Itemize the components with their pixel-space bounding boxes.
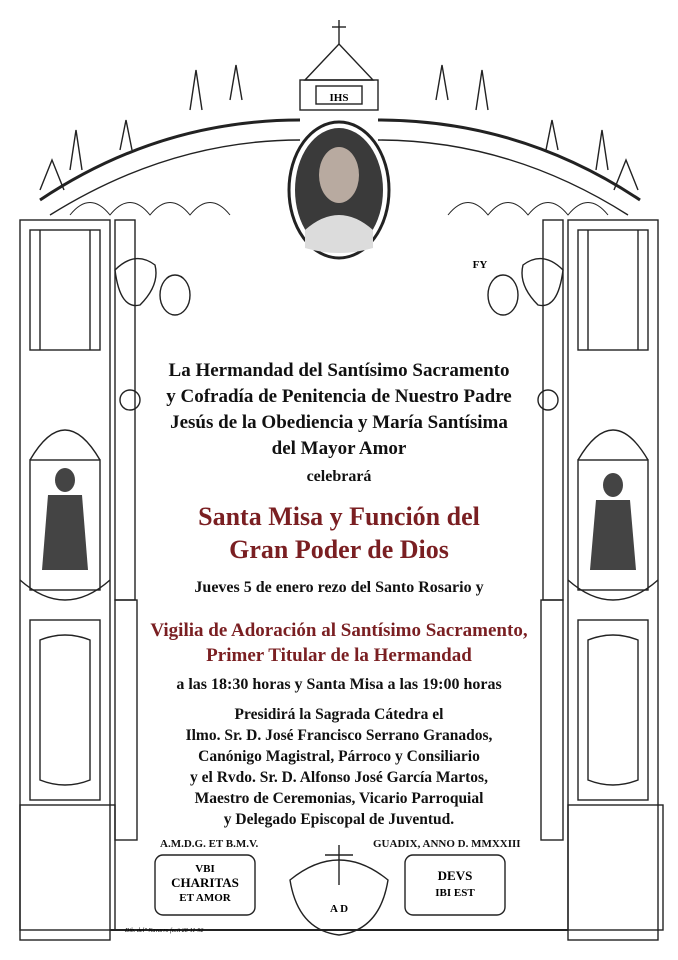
header-line-1: La Hermandad del Santísimo Sacramento [168,360,510,381]
title-line-1: Santa Misa y Función del [198,502,480,531]
ihs-monogram: IHS [329,92,349,104]
plaque-left-line1: VBI [195,863,215,875]
plaque-right-line1: DEVS [437,868,473,883]
vigil-line-1: Vigilia de Adoración al Santísimo Sacramento, [150,620,528,641]
times-line: a las 18:30 horas y Santa Misa a las 19:00 horas [176,676,502,693]
presiding-line-3: Canónigo Magistral, Párroco y Consiliario [198,748,480,765]
central-medallion [289,122,389,258]
presiding-line-6: y Delegado Episcopal de Juventud. [223,811,455,828]
presiding-line-5: Maestro de Ceremonias, Vicario Parroquial [194,790,484,807]
header-line-2: y Cofradía de Penitencia de Nuestro Padre [166,386,512,407]
header-line-4: del Mayor Amor [271,438,407,459]
fy-monogram: FY [472,259,488,271]
footer-right-place-date: GUADIX, ANNO D. MMXXIII [373,838,521,850]
celebrara-line: celebrará [306,468,372,485]
cartouche-letters: A D [329,903,349,915]
plaque-left-line3: ET AMOR [179,892,231,904]
presiding-line-1: Presidirá la Sagrada Cátedra el [234,706,444,723]
plaque-left-line2: CHARITAS [171,875,239,890]
date-line: Jueves 5 de enero rezo del Santo Rosario y [194,579,484,596]
plaque-right-line2: IBI EST [435,887,475,899]
footer-left-motto: A.M.D.G. ET B.M.V. [160,838,259,850]
vigil-line-2: Primer Titular de la Hermandad [206,645,472,666]
artist-signature: Dib. del" Navarro fecit 28-11-92 [125,928,204,934]
presiding-line-2: Ilmo. Sr. D. José Francisco Serrano Granados, [185,727,493,744]
top-cross-icon [332,20,346,44]
presiding-line-4: y el Rvdo. Sr. D. Alfonso José García Martos, [190,769,488,786]
title-line-2: Gran Poder de Dios [229,535,449,564]
header-line-3: Jesús de la Obediencia y María Santísima [170,412,508,433]
